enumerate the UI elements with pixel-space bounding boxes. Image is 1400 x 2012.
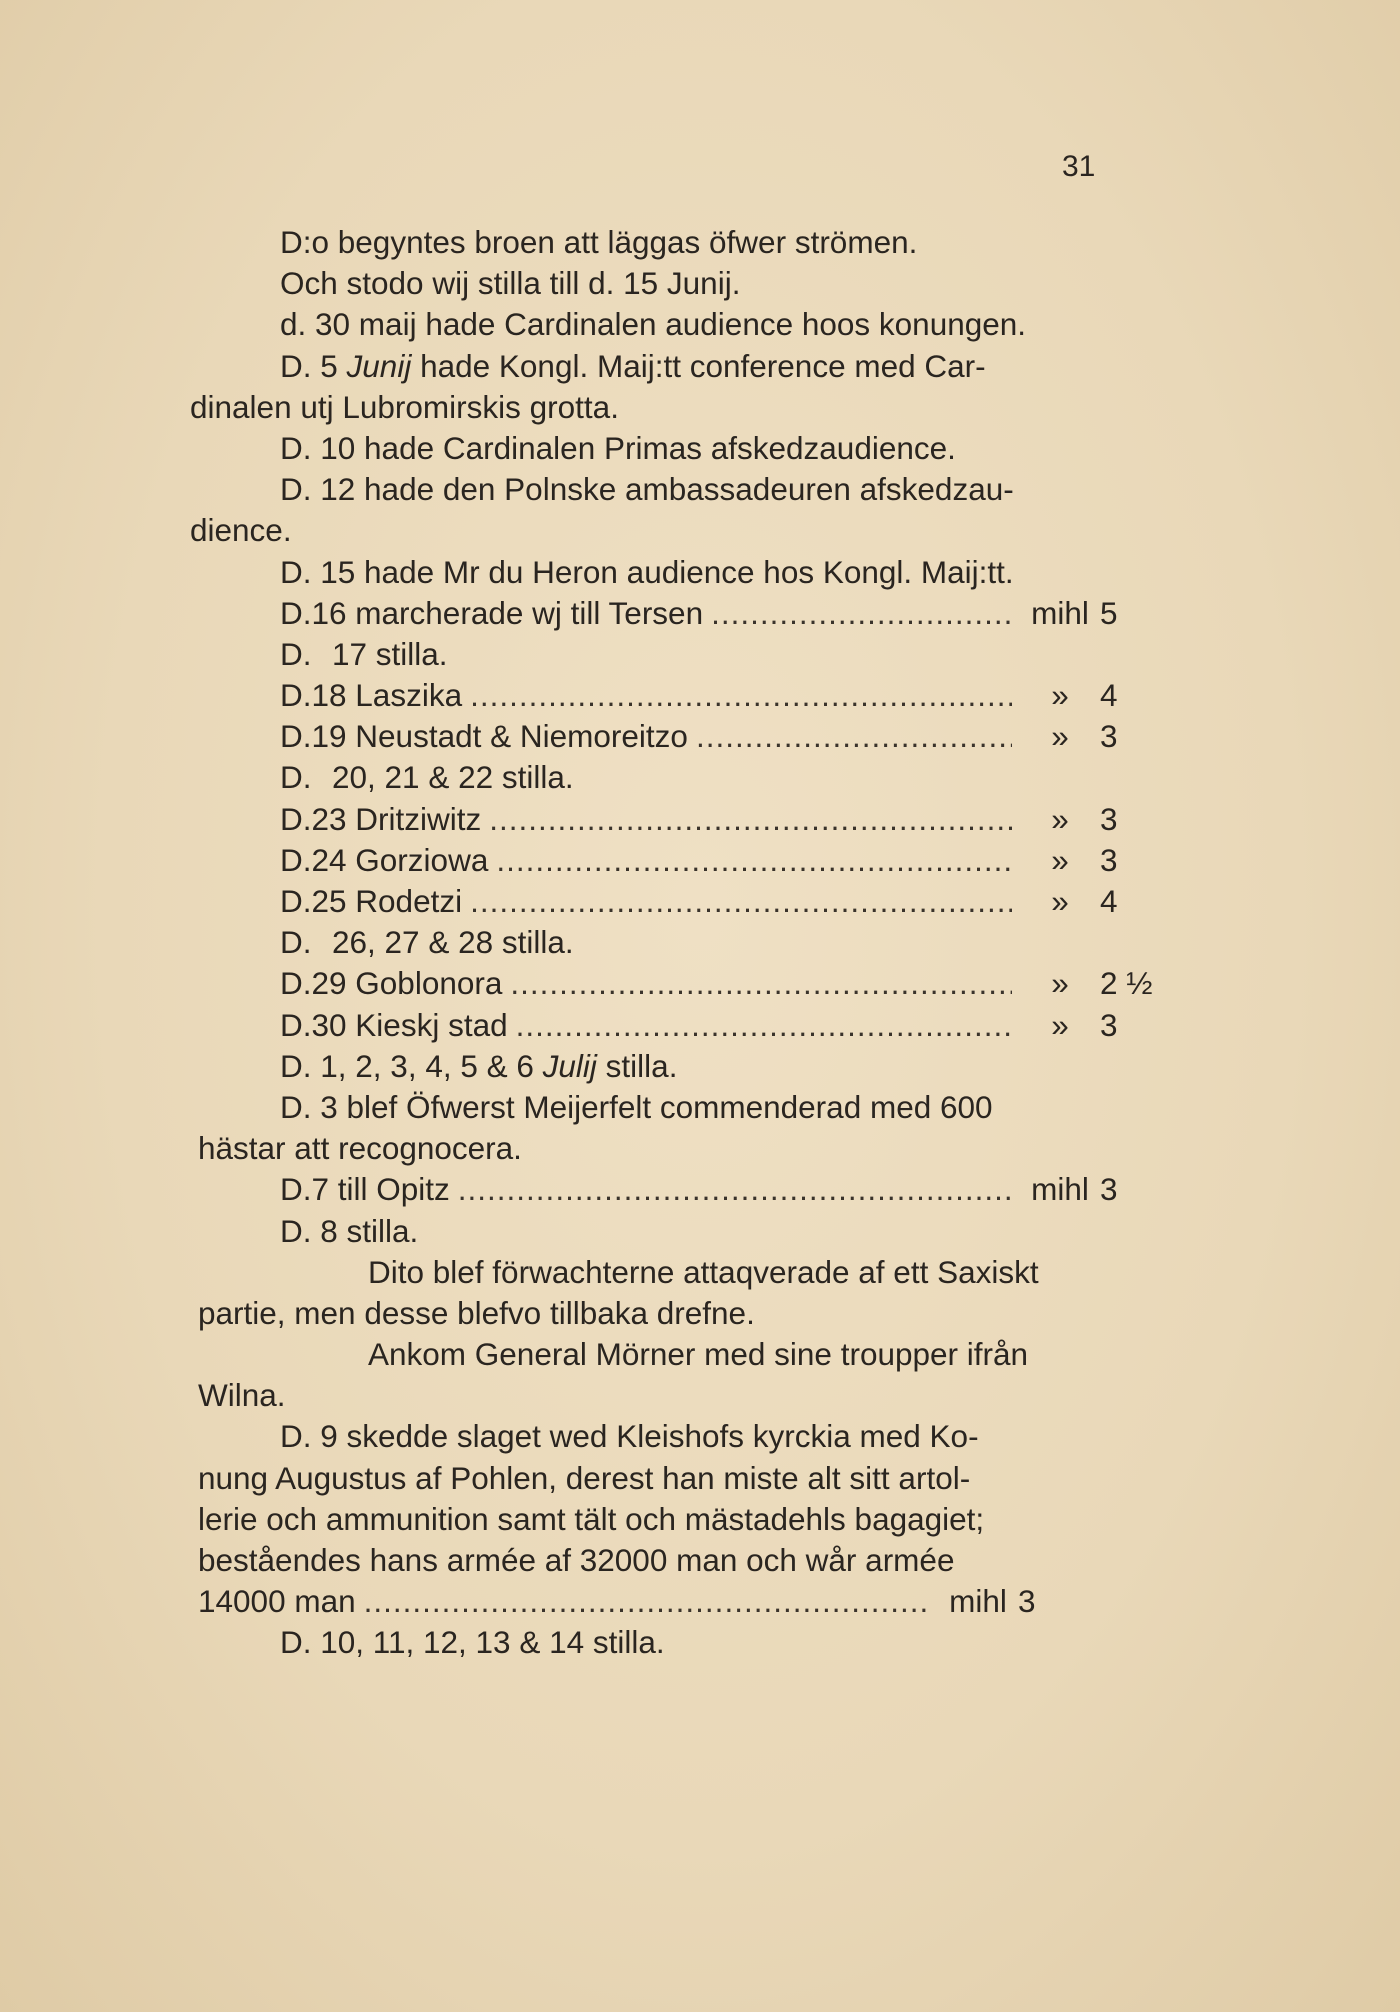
leader-dots: [711, 593, 1012, 634]
itinerary-place: 20, 21 & 22 stilla.: [332, 759, 574, 796]
leader-dots: [458, 1169, 1012, 1210]
text-line: D. 10 hade Cardinalen Primas afskedzaudience.: [280, 429, 956, 466]
leader-dots: [510, 963, 1012, 1004]
itinerary-date: D.: [280, 883, 312, 919]
text-fragment: D. 5: [280, 347, 347, 384]
itinerary-row: [198, 799, 1160, 840]
itinerary-row: [198, 922, 1113, 963]
itinerary-row: [198, 881, 1160, 922]
text-line: lerie och ammunition samt tält och mästadehls bagagiet;: [198, 1500, 985, 1537]
itinerary-unit: »: [1051, 883, 1069, 919]
text-line: D. 12 hade den Polnske ambassadeuren afskedzau-: [280, 471, 1014, 508]
itinerary-place: 7 till Opitz: [311, 1171, 450, 1208]
itinerary-unit: »: [1051, 841, 1069, 878]
page-number: 31: [1062, 150, 1096, 183]
itinerary-unit: mihl: [1031, 594, 1089, 631]
leader-dots: [489, 799, 1012, 840]
text-line: hästar att recognocera.: [198, 1130, 522, 1167]
leader-dots: [470, 881, 1012, 922]
text-line: Dito blef förwachterne attaqverade af ett Saxiskt: [368, 1253, 1039, 1290]
itinerary-place: 30 Kieskj stad: [311, 1006, 508, 1043]
itinerary-unit: »: [1051, 965, 1069, 1002]
itinerary-place: 16 marcherade wj till Tersen: [311, 594, 704, 631]
itinerary-distance: 3: [1100, 1006, 1118, 1043]
text-line: D. 3 blef Öfwerst Meijerfelt commenderad med 600: [280, 1088, 993, 1125]
text-line: [198, 346, 1113, 387]
text-line: d. 30 maij hade Cardinalen audience hoos konungen.: [280, 306, 1027, 343]
text-line: D. 8 stilla.: [280, 1212, 419, 1249]
itinerary-date: D.: [280, 635, 312, 672]
leader-dots: [696, 716, 1012, 757]
itinerary-unit: »: [1051, 1006, 1069, 1043]
itinerary-place: 14000 man: [198, 1583, 356, 1620]
itinerary-row: [198, 757, 1113, 798]
itinerary-distance: 3: [1100, 1171, 1118, 1208]
text-line: dience.: [190, 512, 292, 549]
itinerary-place: 23 Dritziwitz: [311, 800, 482, 837]
text-line: nung Augustus af Pohlen, derest han miste alt sitt artol-: [198, 1459, 971, 1496]
itinerary-date: D.: [280, 1006, 312, 1043]
itinerary-date: D.: [280, 677, 312, 714]
text-line: beståendes hans armée af 32000 man och wår armée: [198, 1542, 955, 1578]
itinerary-date: D.: [280, 965, 312, 1002]
itinerary-date: D.: [280, 924, 312, 961]
itinerary-place: 24 Gorziowa: [311, 841, 489, 878]
itinerary-row: [198, 963, 1160, 1004]
itinerary-unit: »: [1051, 800, 1069, 837]
text-line: D. 10, 11, 12, 13 & 14 stilla.: [280, 1624, 665, 1661]
text-line: [198, 1046, 1113, 1087]
itinerary-row: [198, 593, 1160, 634]
itinerary-date: D.: [280, 800, 312, 837]
text-fragment: hade Kongl. Maij:tt conference med Car-: [411, 347, 986, 384]
itinerary-unit: mihl: [949, 1583, 1007, 1620]
itinerary-distance: 3: [1100, 841, 1118, 878]
itinerary-distance: 4: [1100, 677, 1118, 714]
itinerary-row: [198, 1169, 1160, 1210]
itinerary-row: [198, 1581, 1078, 1622]
itinerary-row: [198, 675, 1160, 716]
itinerary-row: [198, 716, 1160, 757]
leader-dots: [496, 840, 1012, 881]
leader-dots: [470, 675, 1012, 716]
itinerary-date: D.: [280, 594, 312, 631]
itinerary-unit: mihl: [1031, 1171, 1089, 1208]
text-line: Ankom General Mörner med sine troupper ifrån: [368, 1336, 1029, 1373]
text-line: D. 15 hade Mr du Heron audience hos Kongl. Maij:tt.: [280, 553, 1014, 590]
itinerary-unit: »: [1051, 718, 1069, 755]
text-line: Och stodo wij stilla till d. 15 Junij.: [280, 265, 741, 302]
itinerary-date: D.: [280, 718, 312, 755]
itinerary-distance: 2 ½: [1100, 965, 1153, 1002]
itinerary-distance: 5: [1100, 594, 1118, 631]
itinerary-unit: »: [1051, 677, 1069, 714]
text-line: Wilna.: [198, 1377, 286, 1414]
itinerary-date: D.: [280, 841, 312, 878]
leader-dots: [364, 1581, 930, 1622]
itinerary-place: 19 Neustadt & Niemoreitzo: [311, 718, 688, 755]
itinerary-row: [198, 1005, 1160, 1046]
italic-text: Julij: [542, 1047, 597, 1084]
itinerary-row: [198, 634, 1113, 675]
itinerary-distance: 3: [1018, 1583, 1036, 1620]
itinerary-place: 18 Laszika: [311, 677, 463, 714]
text-line: partie, men desse blefvo tillbaka drefne.: [198, 1294, 755, 1331]
italic-text: Junij: [346, 347, 412, 384]
leader-dots: [516, 1005, 1012, 1046]
itinerary-row: [198, 840, 1160, 881]
text-line: dinalen utj Lubromirskis grotta.: [190, 388, 619, 425]
itinerary-date: D.: [280, 1171, 312, 1208]
itinerary-place: 25 Rodetzi: [311, 883, 463, 919]
page-body-text: [190, 222, 1153, 1664]
itinerary-list: [198, 593, 1153, 1046]
text-line: D. 9 skedde slaget wed Kleishofs kyrckia med Ko-: [280, 1418, 979, 1455]
itinerary-distance: 4: [1100, 883, 1118, 919]
text-fragment: stilla.: [596, 1047, 678, 1084]
text-fragment: D. 1, 2, 3, 4, 5 & 6: [280, 1047, 543, 1084]
itinerary-distance: 3: [1100, 718, 1118, 755]
itinerary-place: 26, 27 & 28 stilla.: [332, 924, 574, 961]
itinerary-date: D.: [280, 759, 312, 796]
itinerary-distance: 3: [1100, 800, 1118, 837]
itinerary-place: 29 Goblonora: [311, 965, 503, 1002]
text-line: D:o begyntes broen att läggas öfwer strömen.: [280, 224, 918, 260]
itinerary-place: 17 stilla.: [332, 635, 448, 672]
